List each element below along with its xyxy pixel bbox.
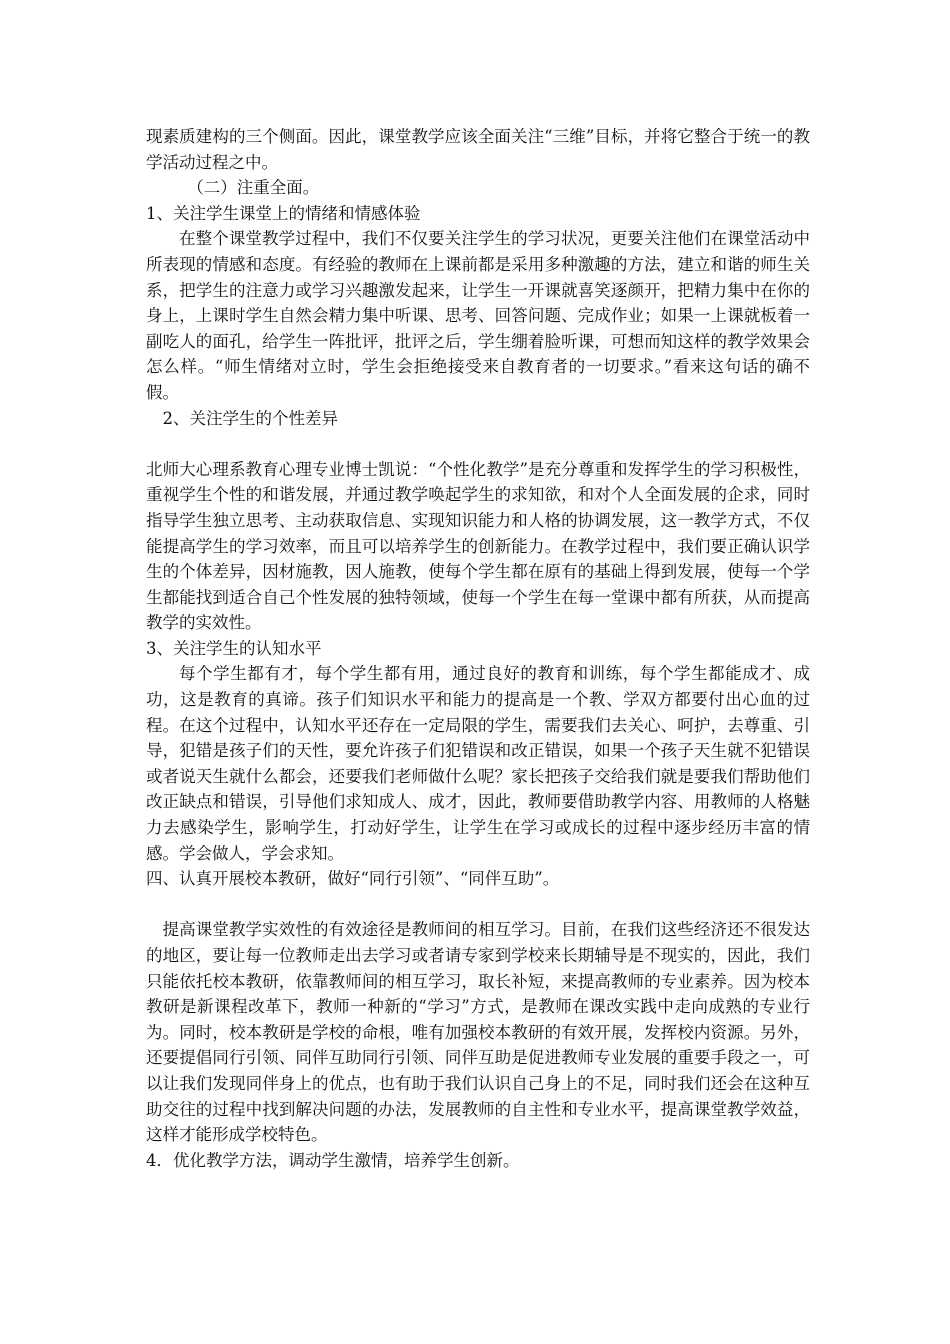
blank-line bbox=[146, 431, 810, 457]
paragraph-continuation: 现素质建构的三个侧面。因此，课堂教学应该全面关注“三维”目标，并将它整合于统一的教学活动过程之中。 bbox=[146, 127, 810, 172]
blank-line bbox=[146, 892, 810, 918]
document-page bbox=[146, 124, 810, 1173]
paragraph-school-research: 提高课堂教学实效性的有效途径是教师间的相互学习。目前，在我们这些经济还不很发达的地区，要让每一位教师走出去学习或者请专家到学校来长期辅导是不现实的，因此，我们只能依托校本教研，依靠教师间的相互学习，取长补短，来提高教师的专业素养。因为校本教研是新课程改革下，教师一种新的“学习”方式，是教师在课改实践中走向成熟的专业行为。同时，校本教研是学校的命根，唯有加强校本教研的有效开展，发挥校内资源。另外，还要提倡同行引领、同伴互助同行引领、同伴互助是促进教师专业发展的重要手段之一，可以让我们发现同伴身上的优点，也有助于我们认识自己身上的不足，同时我们还会在这种互助交往的过程中找到解决问题的办法，发展教师的自主性和专业水平，提高课堂教学效益，这样才能形成学校特色。 bbox=[146, 920, 810, 1145]
paragraph-cognition: 每个学生都有才，每个学生都有用，通过良好的教育和训练，每个学生都能成才、成功，这是教育的真谛。孩子们知识水平和能力的提高是一个教、学双方都要付出心血的过程。在这个过程中，认知水平还存在一定局限的学生，需要我们去关心、呵护，去尊重、引导，犯错是孩子们的天性，要允许孩子们犯错误和改正错误，如果一个孩子天生就不犯错误或者说天生就什么都会，还要我们老师做什么呢？家长把孩子交给我们就是要我们帮助他们改正缺点和错误，引导他们求知成人、成才，因此，教师要借助教学内容、用教师的人格魅力去感染学生，影响学生，打动好学生，让学生在学习或成长的过程中逐步经历丰富的情感。学会做人，学会求知。 bbox=[146, 664, 810, 863]
subheading-cognition: 3、关注学生的认知水平 bbox=[146, 638, 322, 658]
section-heading-school-research: 四、认真开展校本教研，做好“同行引领”、“同伴互助”。 bbox=[146, 869, 560, 889]
subheading-emotion: 1、关注学生课堂上的情绪和情感体验 bbox=[146, 203, 421, 223]
subheading-teaching-methods: 4．优化教学方法，调动学生激情，培养学生创新。 bbox=[146, 1150, 520, 1170]
section-heading-attention-overall: （二）注重全面。 bbox=[187, 178, 320, 198]
paragraph-individuality: 北师大心理系教育心理专业博士凯说：“个性化教学”是充分尊重和发挥学生的学习积极性，重视学生个性的和谐发展，并通过教学唤起学生的求知欲，和对个人全面发展的企求，同时指导学生独立思考、主动获取信息、实现知识能力和人格的协调发展，这一教学方式，不仅能提高学生的学习效率，而且可以培养学生的创新能力。在教学过程中，我们要正确认识学生的个体差异，因材施教，因人施教，使每个学生都在原有的基础上得到发展，使每一个学生都能找到适合自己个性发展的独特领域，使每一个学生在每一堂课中都有所获，从而提高教学的实效性。 bbox=[146, 459, 810, 633]
paragraph-emotion: 在整个课堂教学过程中，我们不仅要关注学生的学习状况，更要关注他们在课堂活动中所表现的情感和态度。有经验的教师在上课前都是采用多种激趣的方法，建立和谐的师生关系，把学生的注意力或学习兴趣激发起来，让学生一开课就喜笑逐颜开，把精力集中在你的身上，上课时学生自然会精力集中听课、思考、回答问题、完成作业；如果一上课就板着一副吃人的面孔，给学生一阵批评，批评之后，学生绷着脸听课，可想而知这样的教学效果会怎么样。“师生情绪对立时，学生会拒绝接受来自教育者的一切要求。”看来这句话的确不假。 bbox=[146, 229, 810, 402]
subheading-individuality: 2、关注学生的个性差异 bbox=[162, 408, 338, 428]
